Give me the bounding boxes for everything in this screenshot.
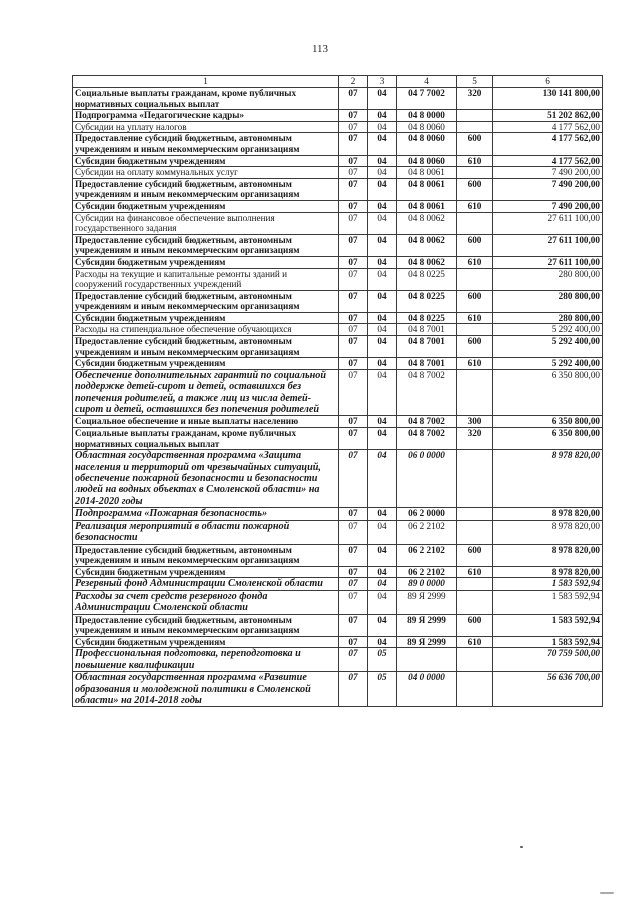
row-col-5: 610	[457, 312, 493, 324]
table-row	[73, 167, 603, 179]
table-row	[73, 428, 603, 450]
row-col-5	[457, 508, 493, 520]
row-col-6: 56 636 700,00	[493, 672, 603, 707]
row-col-3: 04	[368, 614, 397, 636]
row-name: Подпрограмма «Пожарная безопасность»	[73, 508, 339, 520]
row-col-4: 04 8 7002	[397, 416, 457, 428]
row-col-6: 1 583 592,94	[493, 578, 603, 590]
row-col-2: 07	[339, 88, 368, 110]
table-row	[73, 520, 603, 544]
row-col-3: 04	[368, 312, 397, 324]
row-col-3: 04	[368, 566, 397, 578]
table-row	[73, 200, 603, 212]
row-col-4: 89 Я 2999	[397, 614, 457, 636]
row-col-6: 8 978 820,00	[493, 520, 603, 544]
row-col-5: 600	[457, 290, 493, 312]
row-col-2: 07	[339, 369, 368, 416]
table-row	[73, 256, 603, 268]
row-col-2: 07	[339, 256, 368, 268]
row-col-3: 04	[368, 212, 397, 234]
row-col-2: 07	[339, 672, 368, 707]
row-name: Расходы за счет средств резервного фонда Администрации Смоленской области	[73, 590, 339, 614]
row-col-6: 27 611 100,00	[493, 212, 603, 234]
row-col-2: 07	[339, 508, 368, 520]
row-col-6: 51 202 862,00	[493, 110, 603, 122]
table-row	[73, 672, 603, 707]
row-col-6: 4 177 562,00	[493, 133, 603, 155]
row-col-5	[457, 324, 493, 336]
row-col-3: 04	[368, 256, 397, 268]
row-name: Предоставление субсидий бюджетным, автономным учреждениям и иным некоммерческим организациям	[73, 614, 339, 636]
row-col-2: 07	[339, 566, 368, 578]
row-col-5: 610	[457, 256, 493, 268]
row-col-3: 04	[368, 121, 397, 133]
row-col-6: 6 350 800,00	[493, 369, 603, 416]
row-col-4: 06 2 2102	[397, 566, 457, 578]
row-col-4: 04 8 0062	[397, 234, 457, 256]
row-col-4: 04 8 0060	[397, 121, 457, 133]
row-col-5	[457, 450, 493, 508]
row-col-4: 04 8 0060	[397, 133, 457, 155]
row-col-6: 280 800,00	[493, 290, 603, 312]
row-col-2: 07	[339, 290, 368, 312]
row-col-3: 04	[368, 544, 397, 566]
row-col-3: 04	[368, 590, 397, 614]
row-col-3: 04	[368, 268, 397, 290]
row-col-2: 07	[339, 200, 368, 212]
row-col-2: 07	[339, 133, 368, 155]
row-col-5: 610	[457, 566, 493, 578]
row-col-5	[457, 167, 493, 179]
row-name: Резервный фонд Администрации Смоленской области	[73, 578, 339, 590]
row-col-4: 04 7 7002	[397, 88, 457, 110]
table-row	[73, 133, 603, 155]
row-col-5	[457, 520, 493, 544]
row-col-6: 130 141 800,00	[493, 88, 603, 110]
row-col-6: 1 583 592,94	[493, 636, 603, 648]
row-col-6: 27 611 100,00	[493, 234, 603, 256]
row-col-4: 04 8 0225	[397, 312, 457, 324]
row-col-6: 4 177 562,00	[493, 155, 603, 167]
row-col-2: 07	[339, 520, 368, 544]
row-name: Социальные выплаты гражданам, кроме публичных нормативных социальных выплат	[73, 428, 339, 450]
row-col-5	[457, 590, 493, 614]
page-number: 113	[311, 43, 329, 55]
row-name: Субсидии на финансовое обеспечение выполнения государственного задания	[73, 212, 339, 234]
row-col-4: 04 8 7002	[397, 369, 457, 416]
row-col-4: 04 8 0000	[397, 110, 457, 122]
row-col-6: 1 583 592,94	[493, 614, 603, 636]
row-name: Социальное обеспечение и иные выплаты населению	[73, 416, 339, 428]
table-row	[73, 369, 603, 416]
row-col-3: 04	[368, 450, 397, 508]
row-col-6: 8 978 820,00	[493, 450, 603, 508]
row-col-3: 04	[368, 290, 397, 312]
table-row	[73, 234, 603, 256]
table-row	[73, 358, 603, 370]
row-col-4: 04 8 0061	[397, 178, 457, 200]
row-col-3: 04	[368, 167, 397, 179]
header-col-6: 6	[493, 76, 603, 88]
row-col-4: 04 8 0061	[397, 200, 457, 212]
table-row	[73, 336, 603, 358]
table-row	[73, 648, 603, 672]
row-name: Субсидии бюджетным учреждениям	[73, 636, 339, 648]
row-col-3: 04	[368, 110, 397, 122]
row-col-3: 04	[368, 88, 397, 110]
row-col-2: 07	[339, 636, 368, 648]
row-col-2: 07	[339, 212, 368, 234]
budget-table	[72, 75, 603, 707]
row-name: Субсидии на оплату коммунальных услуг	[73, 167, 339, 179]
row-name: Субсидии на уплату налогов	[73, 121, 339, 133]
row-col-5	[457, 121, 493, 133]
row-col-6: 6 350 800,00	[493, 416, 603, 428]
row-col-6: 27 611 100,00	[493, 256, 603, 268]
row-col-3: 04	[368, 369, 397, 416]
table-row	[73, 110, 603, 122]
row-col-4: 06 2 0000	[397, 508, 457, 520]
table-row	[73, 212, 603, 234]
table-row	[73, 155, 603, 167]
row-col-5: 600	[457, 544, 493, 566]
row-col-2: 07	[339, 121, 368, 133]
row-col-2: 07	[339, 268, 368, 290]
header-col-1: 1	[73, 76, 339, 88]
row-col-3: 04	[368, 133, 397, 155]
table-row	[73, 290, 603, 312]
table-row	[73, 450, 603, 508]
row-col-6: 1 583 592,94	[493, 590, 603, 614]
row-col-5: 610	[457, 358, 493, 370]
row-col-2: 07	[339, 312, 368, 324]
row-col-5: 610	[457, 636, 493, 648]
row-col-4: 04 8 7001	[397, 324, 457, 336]
row-name: Предоставление субсидий бюджетным, автономным учреждениям и иным некоммерческим организациям	[73, 290, 339, 312]
row-col-6: 280 800,00	[493, 268, 603, 290]
row-col-3: 04	[368, 234, 397, 256]
row-col-2: 07	[339, 648, 368, 672]
row-col-5: 600	[457, 336, 493, 358]
row-col-6: 8 978 820,00	[493, 544, 603, 566]
row-col-2: 07	[339, 590, 368, 614]
row-name: Субсидии бюджетным учреждениям	[73, 155, 339, 167]
row-col-4: 89 Я 2999	[397, 636, 457, 648]
row-col-5: 600	[457, 133, 493, 155]
row-col-3: 04	[368, 155, 397, 167]
row-col-4: 06 0 0000	[397, 450, 457, 508]
row-name: Субсидии бюджетным учреждениям	[73, 256, 339, 268]
row-col-6: 5 292 400,00	[493, 358, 603, 370]
row-col-3: 05	[368, 648, 397, 672]
row-col-3: 04	[368, 358, 397, 370]
row-col-3: 04	[368, 200, 397, 212]
row-col-2: 07	[339, 416, 368, 428]
row-col-3: 04	[368, 578, 397, 590]
row-col-3: 04	[368, 336, 397, 358]
row-name: Обеспечение дополнительных гарантий по социальной поддержке детей-сирот и детей, оставшихся без попечения родителей, а также лиц из числа детей-сирот и детей, оставшихся без попечения родителей	[73, 369, 339, 416]
row-name: Предоставление субсидий бюджетным, автономным учреждениям и иным некоммерческим организациям	[73, 544, 339, 566]
row-name: Субсидии бюджетным учреждениям	[73, 358, 339, 370]
row-col-4: 06 2 2102	[397, 520, 457, 544]
header-col-5: 5	[457, 76, 493, 88]
row-name: Субсидии бюджетным учреждениям	[73, 312, 339, 324]
row-col-6: 7 490 200,00	[493, 178, 603, 200]
row-col-4: 04 8 0062	[397, 212, 457, 234]
row-name: Подпрограмма «Педагогические кадры»	[73, 110, 339, 122]
row-col-2: 07	[339, 450, 368, 508]
row-name: Расходы на стипендиальное обеспечение обучающихся	[73, 324, 339, 336]
row-col-5: 610	[457, 155, 493, 167]
header-col-2: 2	[339, 76, 368, 88]
row-col-6: 5 292 400,00	[493, 336, 603, 358]
header-col-3: 3	[368, 76, 397, 88]
row-col-5: 320	[457, 88, 493, 110]
row-col-4: 04 8 0225	[397, 268, 457, 290]
row-name: Субсидии бюджетным учреждениям	[73, 200, 339, 212]
row-name: Расходы на текущие и капитальные ремонты зданий и сооружений государственных учреждений	[73, 268, 339, 290]
row-col-4: 04 0 0000	[397, 672, 457, 707]
row-col-2: 07	[339, 614, 368, 636]
table-row	[73, 544, 603, 566]
row-col-6: 4 177 562,00	[493, 121, 603, 133]
row-col-4: 04 8 0061	[397, 167, 457, 179]
row-col-3: 04	[368, 520, 397, 544]
row-name: Социальные выплаты гражданам, кроме публичных нормативных социальных выплат	[73, 88, 339, 110]
row-col-4: 04 8 0062	[397, 256, 457, 268]
row-col-2: 07	[339, 358, 368, 370]
row-col-5	[457, 578, 493, 590]
row-col-5	[457, 110, 493, 122]
row-col-5	[457, 268, 493, 290]
table-row	[73, 312, 603, 324]
scan-mark	[600, 892, 614, 894]
row-col-3: 04	[368, 416, 397, 428]
table-row	[73, 88, 603, 110]
row-col-5	[457, 648, 493, 672]
row-col-5: 300	[457, 416, 493, 428]
table-header	[73, 76, 603, 88]
row-col-2: 07	[339, 578, 368, 590]
row-col-4: 04 8 7001	[397, 358, 457, 370]
row-col-5	[457, 212, 493, 234]
table-row	[73, 566, 603, 578]
row-col-3: 04	[368, 508, 397, 520]
row-col-2: 07	[339, 336, 368, 358]
row-col-6: 8 978 820,00	[493, 566, 603, 578]
table-row	[73, 636, 603, 648]
row-col-6: 6 350 800,00	[493, 428, 603, 450]
row-col-4: 89 Я 2999	[397, 590, 457, 614]
row-col-4: 06 2 2102	[397, 544, 457, 566]
header-col-4: 4	[397, 76, 457, 88]
row-col-5: 320	[457, 428, 493, 450]
row-col-4: 89 0 0000	[397, 578, 457, 590]
row-col-4: 04 8 7002	[397, 428, 457, 450]
table-row	[73, 590, 603, 614]
row-col-2: 07	[339, 178, 368, 200]
row-col-3: 05	[368, 672, 397, 707]
row-name: Предоставление субсидий бюджетным, автономным учреждениям и иным некоммерческим организациям	[73, 178, 339, 200]
table-row	[73, 268, 603, 290]
row-col-5: 610	[457, 200, 493, 212]
row-col-6: 280 800,00	[493, 312, 603, 324]
row-col-2: 07	[339, 544, 368, 566]
row-col-6: 5 292 400,00	[493, 324, 603, 336]
row-name: Предоставление субсидий бюджетным, автономным учреждениям и иным некоммерческим организациям	[73, 336, 339, 358]
row-col-6: 7 490 200,00	[493, 167, 603, 179]
row-col-2: 07	[339, 324, 368, 336]
row-name: Профессиональная подготовка, переподготовка и повышение квалификации	[73, 648, 339, 672]
table-row	[73, 324, 603, 336]
row-col-5: 600	[457, 234, 493, 256]
row-col-4: 04 8 0225	[397, 290, 457, 312]
row-name: Субсидии бюджетным учреждениям	[73, 566, 339, 578]
row-col-6: 7 490 200,00	[493, 200, 603, 212]
row-col-2: 07	[339, 234, 368, 256]
row-name: Областная государственная программа «Защита населения и территорий от чрезвычайных ситуаций, обеспечение пожарной безопасности и безопасности людей на водных объектах в Смоленской области» на 2014-2020 годы	[73, 450, 339, 508]
row-col-2: 07	[339, 110, 368, 122]
row-col-6: 8 978 820,00	[493, 508, 603, 520]
table-row	[73, 578, 603, 590]
row-col-2: 07	[339, 167, 368, 179]
row-col-5	[457, 369, 493, 416]
row-col-2: 07	[339, 155, 368, 167]
table-row	[73, 614, 603, 636]
row-col-4: 04 8 7001	[397, 336, 457, 358]
row-col-4	[397, 648, 457, 672]
row-col-5	[457, 672, 493, 707]
row-name: Предоставление субсидий бюджетным, автономным учреждениям и иным некоммерческим организациям	[73, 133, 339, 155]
row-name: Областная государственная программа «Развитие образования и молодежной политики в Смоленской области» на 2014-2018 годы	[73, 672, 339, 707]
row-col-4: 04 8 0060	[397, 155, 457, 167]
table-row	[73, 121, 603, 133]
table-row	[73, 416, 603, 428]
scan-speck	[520, 846, 523, 848]
row-col-5: 600	[457, 178, 493, 200]
table-row	[73, 178, 603, 200]
table-row	[73, 508, 603, 520]
row-col-5: 600	[457, 614, 493, 636]
row-col-3: 04	[368, 178, 397, 200]
row-name: Реализация мероприятий в области пожарной безопасности	[73, 520, 339, 544]
row-col-3: 04	[368, 636, 397, 648]
row-col-6: 70 759 500,00	[493, 648, 603, 672]
row-col-3: 04	[368, 428, 397, 450]
row-col-3: 04	[368, 324, 397, 336]
row-name: Предоставление субсидий бюджетным, автономным учреждениям и иным некоммерческим организациям	[73, 234, 339, 256]
row-col-2: 07	[339, 428, 368, 450]
